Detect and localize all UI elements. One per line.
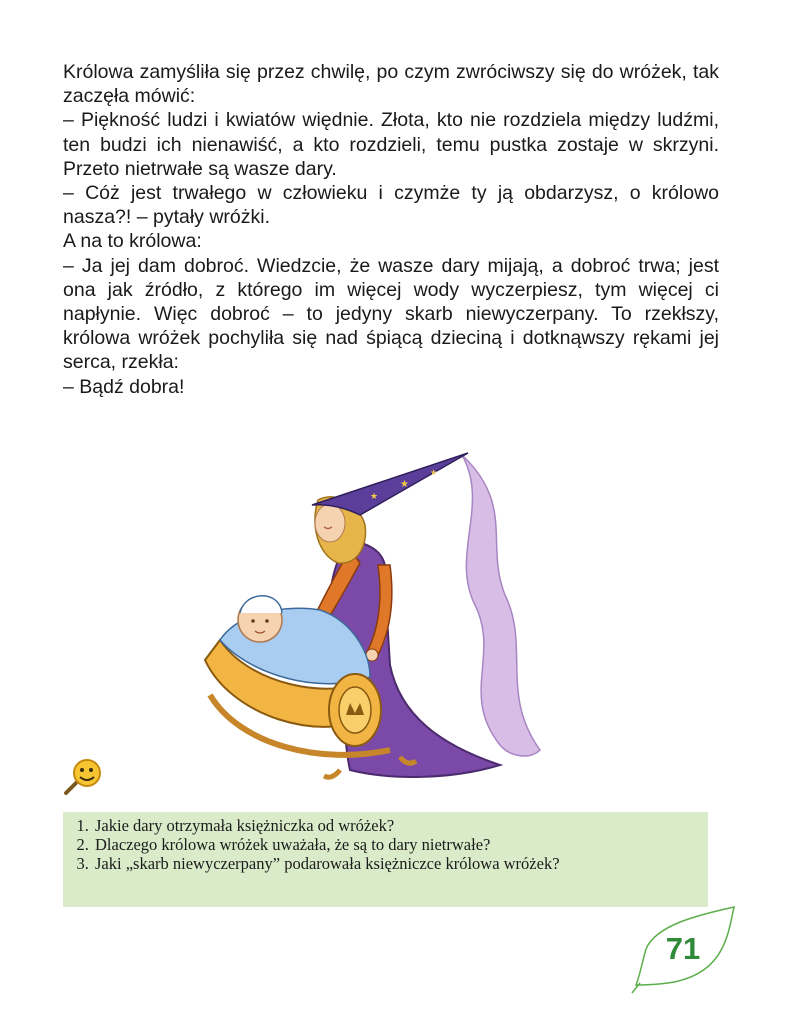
story-paragraph: A na to królowa: (63, 230, 202, 253)
svg-text:★: ★ (400, 479, 409, 490)
svg-text:★: ★ (370, 492, 379, 502)
story-paragraph: – Bądź dobra! (63, 375, 185, 398)
questions-list (71, 816, 698, 873)
story-paragraph: Królowa zamyśliła się przez chwilę, po czym zwróciwszy się do wróżek, tak zaczęła mówić: (63, 61, 719, 108)
story-paragraph: – Ja jej dam dobroć. Wiedzcie, że wasze dary mijają, a dobroć trwa; jest ona jak źródło, z którego im więcej wody wyczerpiesz, tym więcej ci napłynie. Więc dobroć – to jedyny skarb niewyczerpany. To rzekłszy, królowa wróżek pochyliła się nad śpiącą dzieciną i dotknąwszy rękami jej serca, rzekła: (63, 254, 719, 374)
fairy-queen-cradle-illustration (200, 445, 600, 790)
question-item: 2. Dlaczego królowa wróżek uważała, że są to dary nietrwałe? (93, 835, 698, 854)
page-number: 71 (665, 931, 701, 966)
story-text (63, 60, 719, 399)
story-paragraph: – Piękność ludzi i kwiatów więdnie. Złota, kto nie rozdziela między ludźmi, ten budzi ich nienawiść, a kto rozdzieli, temu pustka zostaje w skrzyni. Przeto nietrwałe są wasze dary. (63, 109, 719, 180)
question-item: 3. Jaki „skarb niewyczerpany” podarowała księżniczce królowa wróżek? (93, 854, 698, 873)
story-paragraph: – Cóż jest trwałego w człowieku i czymże ty ją obdarzysz, o królowo nasza?! – pytały wróżki. (63, 182, 719, 229)
page-number-badge (628, 905, 738, 995)
questions-box (63, 812, 708, 907)
smiley-magnifier-icon (60, 757, 104, 797)
question-item: 1. Jakie dary otrzymała księżniczka od wróżek? (93, 816, 698, 835)
svg-text:★: ★ (430, 468, 438, 477)
